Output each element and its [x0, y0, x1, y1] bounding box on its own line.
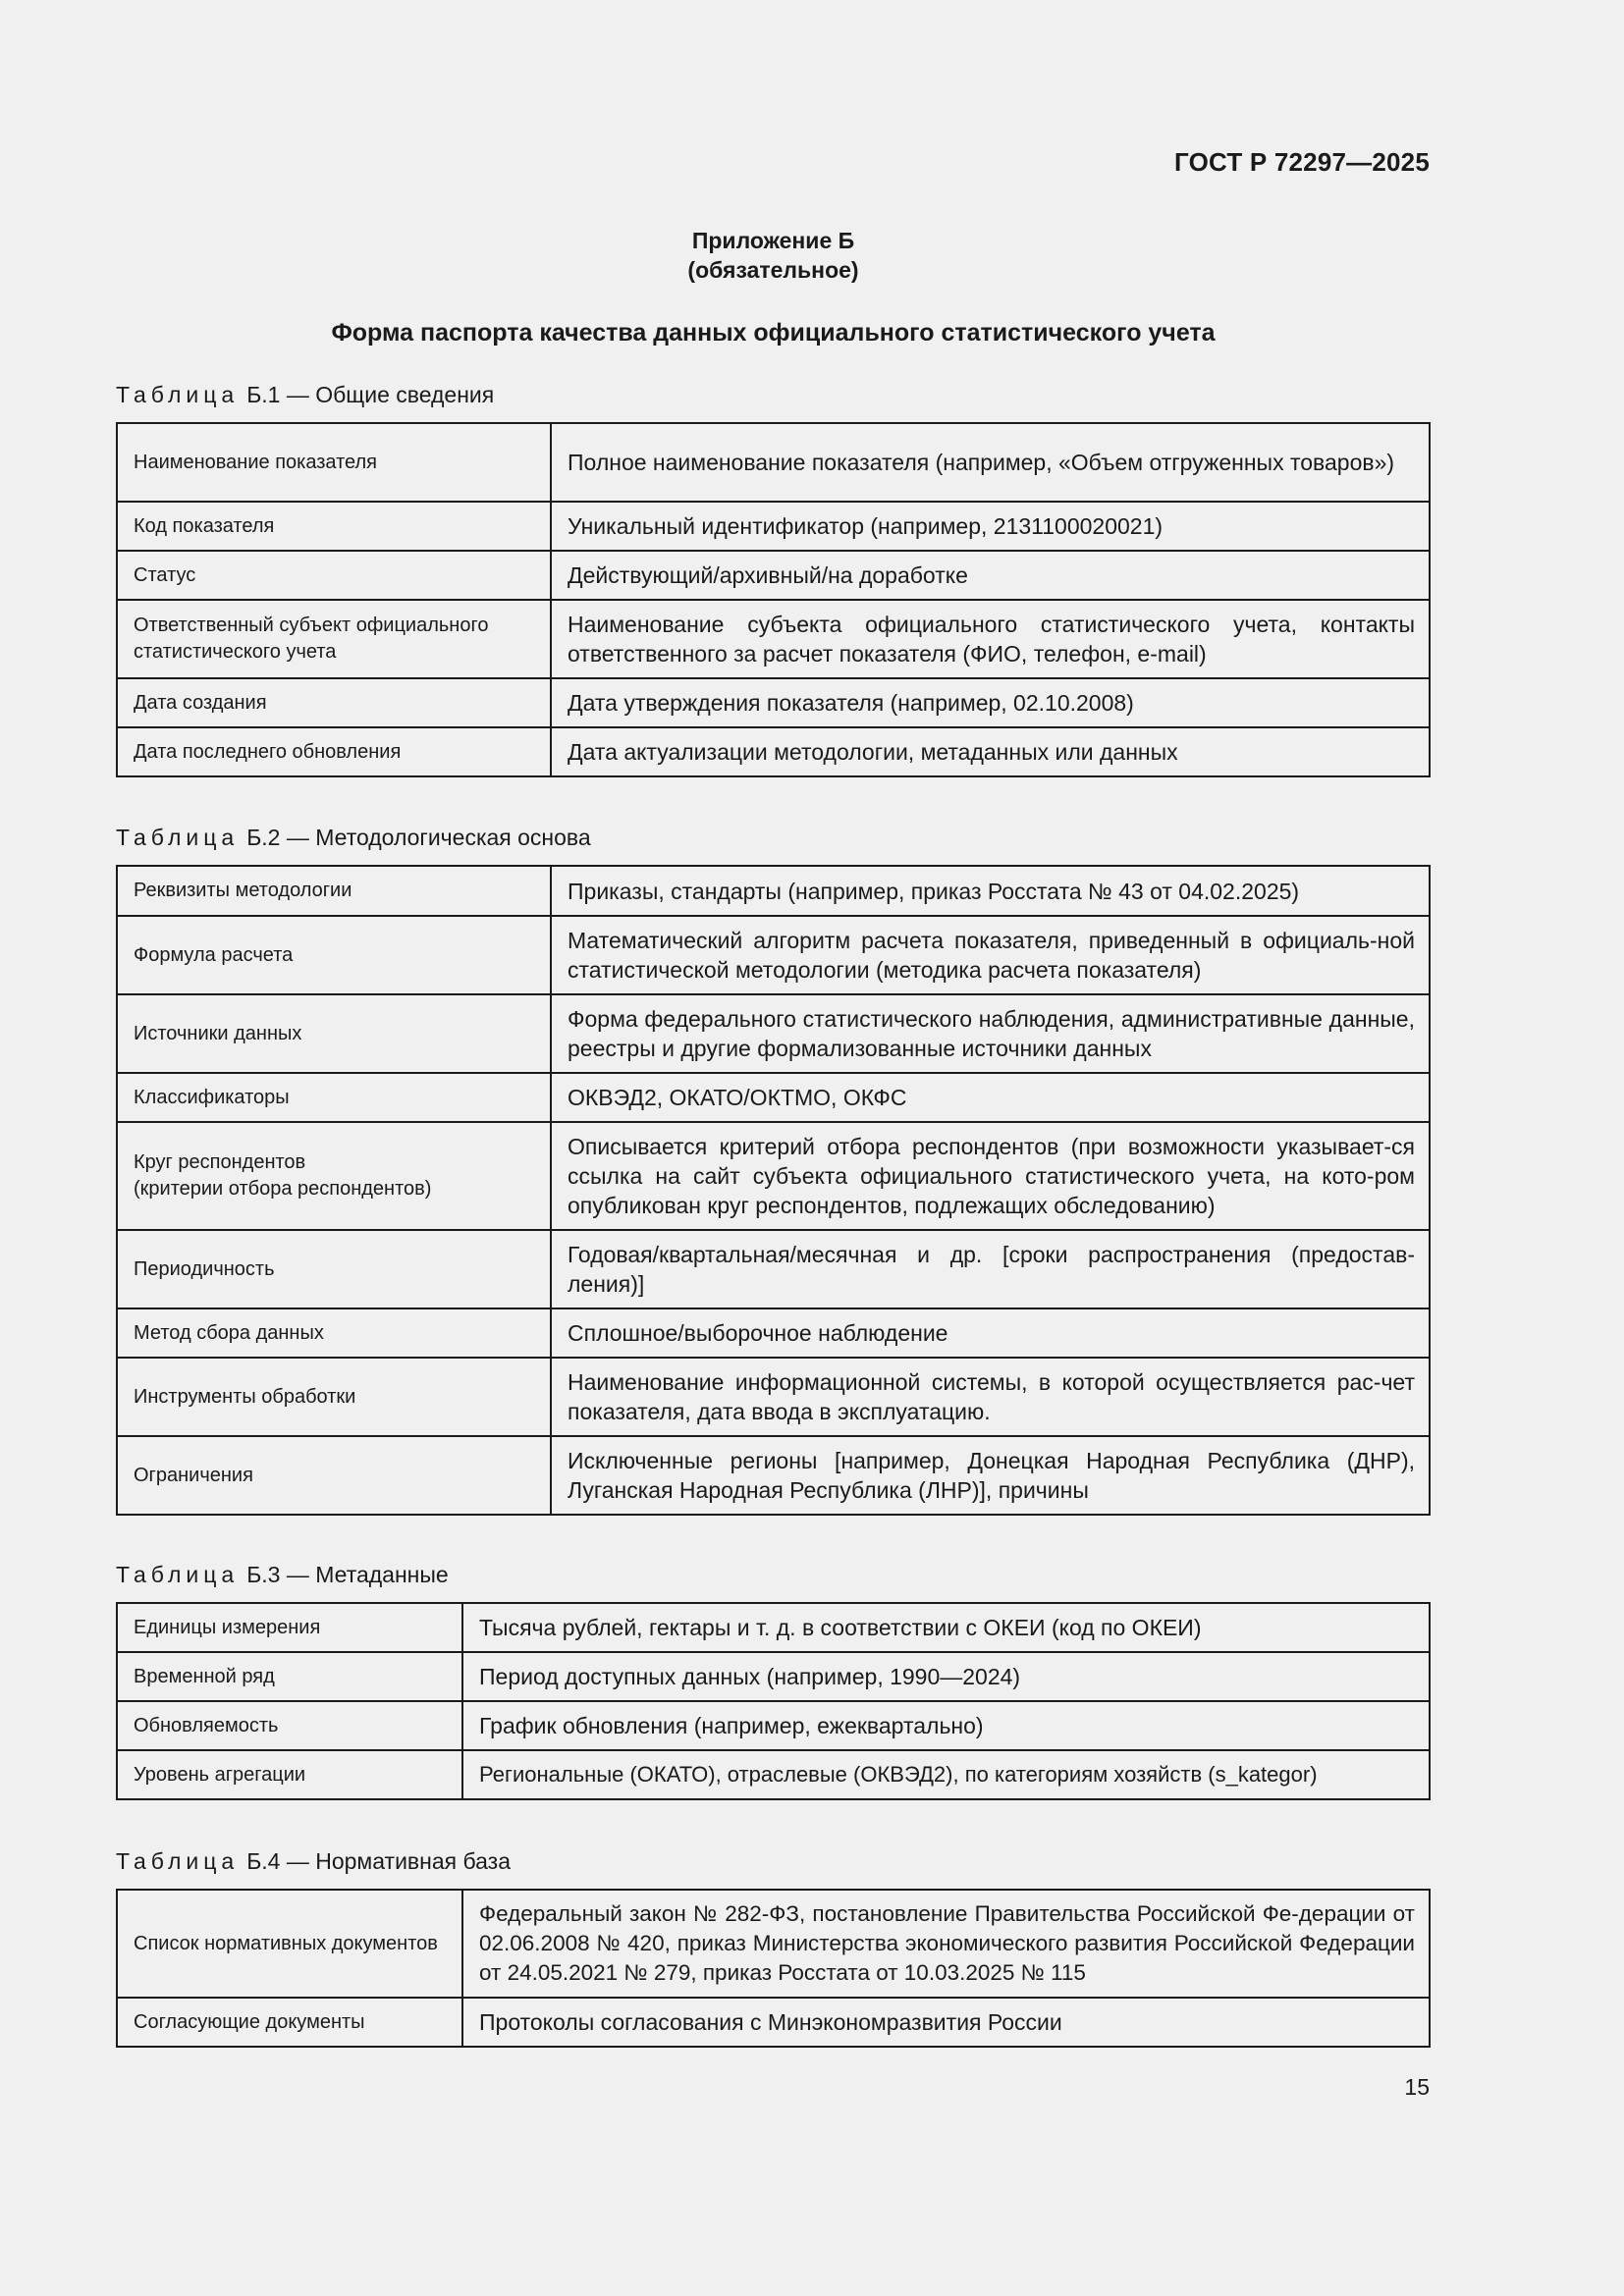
- row-key: Временной ряд: [117, 1652, 462, 1701]
- row-value: Дата актуализации методологии, метаданных или данных: [551, 727, 1430, 776]
- table-word: Таблица: [116, 1562, 240, 1587]
- table-row: [117, 1308, 1430, 1358]
- row-key: Реквизиты методологии: [117, 866, 551, 916]
- page-number: 15: [1404, 2074, 1430, 2100]
- row-key: Ограничения: [117, 1436, 551, 1515]
- row-key: Статус: [117, 551, 551, 600]
- row-value: График обновления (например, ежеквартально): [462, 1701, 1430, 1750]
- row-key: Обновляемость: [117, 1701, 462, 1750]
- row-value: ОКВЭД2, ОКАТО/ОКТМО, ОКФС: [551, 1073, 1430, 1122]
- row-value: Математический алгоритм расчета показателя, приведенный в официаль-ной статистической методологии (методика расчета показателя): [551, 916, 1430, 994]
- table-row: [117, 678, 1430, 727]
- row-value: Федеральный закон № 282-ФЗ, постановление Правительства Российской Фе-дерации от 02.06.2008 № 420, приказ Министерства экономического развития Российской Федерации от 24.05.2021 № 279, приказ Росстата от 10.03.2025 № 115: [462, 1890, 1430, 1998]
- row-key: Единицы измерения: [117, 1603, 462, 1652]
- table-row: [117, 1122, 1430, 1230]
- table-general-info: [116, 422, 1431, 777]
- table-caption-text: Б.3 — Метаданные: [246, 1562, 449, 1587]
- row-value: Тысяча рублей, гектары и т. д. в соответствии с ОКЕИ (код по ОКЕИ): [462, 1603, 1430, 1652]
- table-row: [117, 1358, 1430, 1436]
- table-row: [117, 994, 1430, 1073]
- table-row: [117, 1998, 1430, 2047]
- table-word: Таблица: [116, 1848, 240, 1874]
- row-key: Классификаторы: [117, 1073, 551, 1122]
- table-row: [117, 600, 1430, 678]
- table-row: [117, 866, 1430, 916]
- table-word: Таблица: [116, 825, 240, 850]
- table-row: [117, 502, 1430, 551]
- row-key: Код показателя: [117, 502, 551, 551]
- row-value: Действующий/архивный/на доработке: [551, 551, 1430, 600]
- row-key-line: (критерии отбора респондентов): [134, 1178, 432, 1200]
- table-caption-b4: [116, 1848, 511, 1875]
- appendix-subtitle: (обязательное): [687, 257, 859, 283]
- row-value: Уникальный идентификатор (например, 2131100020021): [551, 502, 1430, 551]
- row-key: Инструменты обработки: [117, 1358, 551, 1436]
- row-key-line: Круг респондентов: [134, 1151, 306, 1173]
- table-caption-b1: [116, 382, 494, 408]
- table-row: [117, 1750, 1430, 1799]
- table-row: [117, 1701, 1430, 1750]
- table-caption-b3: [116, 1562, 449, 1588]
- row-value: Сплошное/выборочное наблюдение: [551, 1308, 1430, 1358]
- row-value: Приказы, стандарты (например, приказ Росстата № 43 от 04.02.2025): [551, 866, 1430, 916]
- table-methodology: [116, 865, 1431, 1516]
- row-key: Список нормативных документов: [117, 1890, 462, 1998]
- table-row: [117, 551, 1430, 600]
- table-caption-text: Б.2 — Методологическая основа: [246, 825, 591, 850]
- table-row: [117, 1652, 1430, 1701]
- row-key: [117, 1122, 551, 1230]
- appendix-heading: [0, 226, 1546, 285]
- row-key: Наименование показателя: [117, 423, 551, 502]
- document-code: ГОСТ Р 72297—2025: [1174, 147, 1430, 177]
- row-value: Наименование субъекта официального статистического учета, контакты ответственного за расчет показателя (ФИО, телефон, e-mail): [551, 600, 1430, 678]
- form-title: Форма паспорта качества данных официального статистического учета: [331, 319, 1216, 347]
- row-value: Исключенные регионы [например, Донецкая Народная Республика (ДНР), Луганская Народная Республика (ЛНР)], причины: [551, 1436, 1430, 1515]
- row-value: Протоколы согласования с Минэкономразвития России: [462, 1998, 1430, 2047]
- table-caption-b2: [116, 825, 591, 851]
- row-value: Годовая/квартальная/месячная и др. [сроки распространения (предостав-ления)]: [551, 1230, 1430, 1308]
- row-value: Описывается критерий отбора респондентов (при возможности указывает-ся ссылка на сайт субъекта официального статистического учета, на кото-ром опубликован круг респондентов, подлежащих обследованию): [551, 1122, 1430, 1230]
- row-key: Формула расчета: [117, 916, 551, 994]
- table-row: [117, 1890, 1430, 1998]
- table-row: [117, 1073, 1430, 1122]
- table-row: [117, 916, 1430, 994]
- table-row: [117, 1603, 1430, 1652]
- table-row: [117, 1230, 1430, 1308]
- row-value: Дата утверждения показателя (например, 02.10.2008): [551, 678, 1430, 727]
- table-caption-text: Б.1 — Общие сведения: [246, 382, 495, 407]
- row-key: Согласующие документы: [117, 1998, 462, 2047]
- row-key: Метод сбора данных: [117, 1308, 551, 1358]
- table-word: Таблица: [116, 382, 240, 407]
- row-key: Периодичность: [117, 1230, 551, 1308]
- table-row: [117, 1436, 1430, 1515]
- row-key: Уровень агрегации: [117, 1750, 462, 1799]
- row-value: Период доступных данных (например, 1990—2024): [462, 1652, 1430, 1701]
- table-row: [117, 727, 1430, 776]
- row-key: Ответственный субъект официального статистического учета: [117, 600, 551, 678]
- table-row: [117, 423, 1430, 502]
- row-value: Региональные (ОКАТО), отраслевые (ОКВЭД2), по категориям хозяйств (s_kategor): [462, 1750, 1430, 1799]
- table-metadata: [116, 1602, 1431, 1800]
- row-key: Источники данных: [117, 994, 551, 1073]
- appendix-title: Приложение Б: [691, 228, 855, 253]
- row-value: Форма федерального статистического наблюдения, административные данные, реестры и другие формализованные источники данных: [551, 994, 1430, 1073]
- row-key: Дата последнего обновления: [117, 727, 551, 776]
- row-value: Наименование информационной системы, в которой осуществляется рас-чет показателя, дата ввода в эксплуатацию.: [551, 1358, 1430, 1436]
- table-regulatory-base: [116, 1889, 1431, 2048]
- table-caption-text: Б.4 — Нормативная база: [246, 1848, 511, 1874]
- row-key: Дата создания: [117, 678, 551, 727]
- row-value: Полное наименование показателя (например, «Объем отгруженных товаров»): [551, 423, 1430, 502]
